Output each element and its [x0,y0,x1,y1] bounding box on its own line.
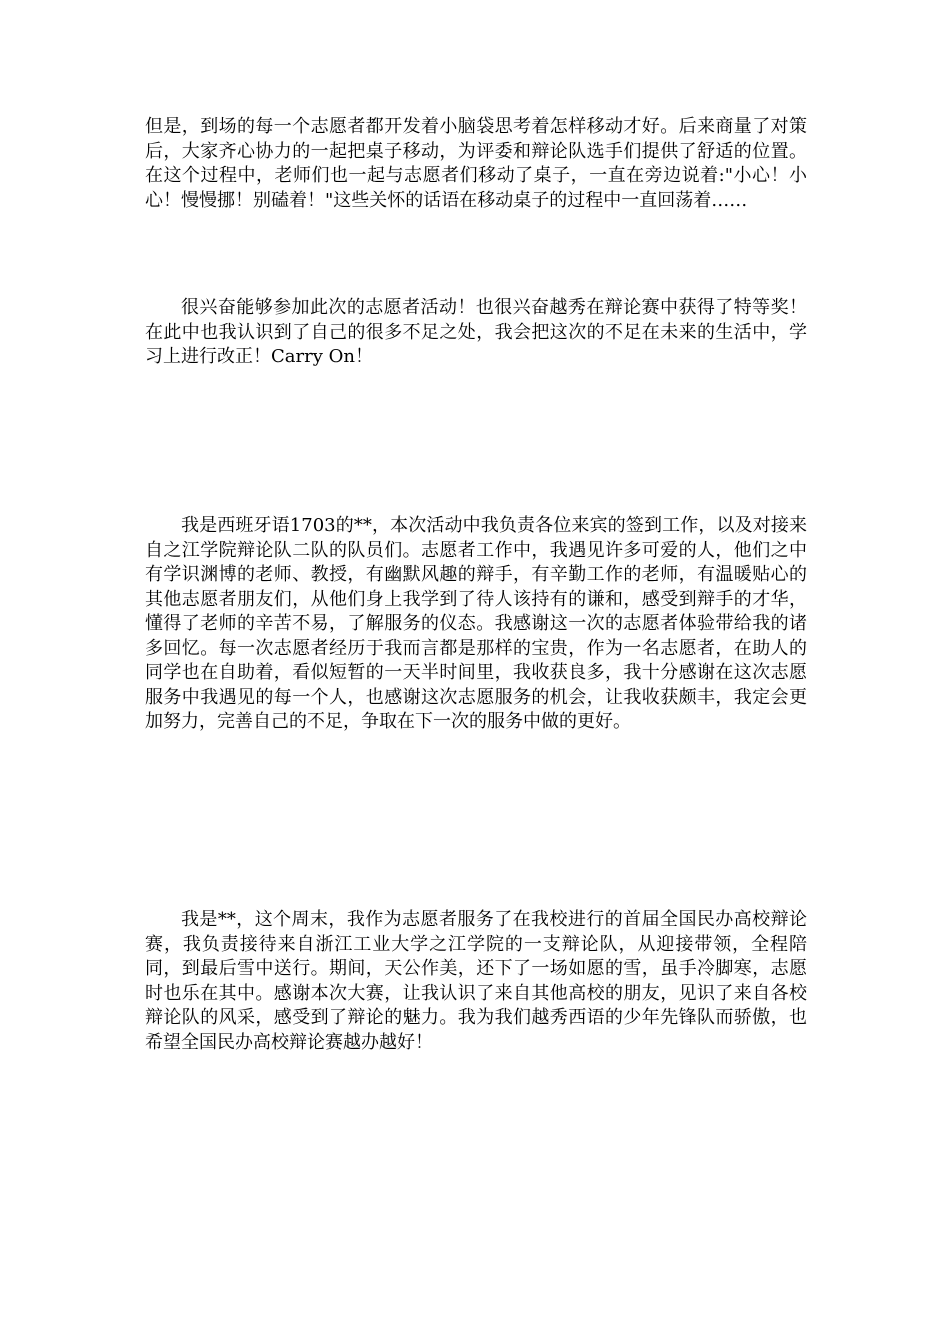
paragraph-sign-in-volunteer: 我是西班牙语1703的**，本次活动中我负责各位来宾的签到工作，以及对接来自之江学院辩论队二队的队员们。志愿者工作中，我遇见许多可爱的人，他们之中有学识渊博的老师、教授，有幽默风趣的辩手，有辛勤工作的老师，有温暖贴心的其他志愿者朋友们，从他们身上我学到了待人该持有的谦和，感受到辩手的才华，懂得了老师的辛苦不易，了解服务的仪态。我感谢这一次的志愿者体验带给我的诸多回忆。每一次志愿者经历于我而言都是那样的宝贵，作为一名志愿者，在助人的同学也在自助着，看似短暂的一天半时间里，我收获良多，我十分感谢在这次志愿服务中我遇见的每一个人，也感谢这次志愿服务的机会，让我收获颇丰，我定会更加努力，完善自己的不足，争取在下一次的服务中做的更好。 [145,515,807,732]
paragraph-excited-award: 很兴奋能够参加此次的志愿者活动！也很兴奋越秀在辩论赛中获得了特等奖！在此中也我认识到了自己的很多不足之处，我会把这次的不足在未来的生活中，学习上进行改正！Carry On！ [145,297,807,367]
paragraph-moving-tables: 但是，到场的每一个志愿者都开发着小脑袋思考着怎样移动才好。后来商量了对策后，大家齐心协力的一起把桌子移动，为评委和辩论队选手们提供了舒适的位置。在这个过程中，老师们也一起与志愿者们移动了桌子，一直在旁边说着:"小心！小心！慢慢挪！别磕着！"这些关怀的话语在移动桌子的过程中一直回荡着…… [145,116,807,211]
paragraph-reception-volunteer: 我是**，这个周末，我作为志愿者服务了在我校进行的首届全国民办高校辩论赛，我负责接待来自浙江工业大学之江学院的一支辩论队，从迎接带领，全程陪同，到最后雪中送行。期间，天公作美，还下了一场如愿的雪，虽手冷脚寒，志愿时也乐在其中。感谢本次大赛，让我认识了来自其他高校的朋友，见识了来自各校辩论队的风采，感受到了辩论的魅力。我为我们越秀西语的少年先锋队而骄傲，也希望全国民办高校辩论赛越办越好！ [145,909,807,1053]
